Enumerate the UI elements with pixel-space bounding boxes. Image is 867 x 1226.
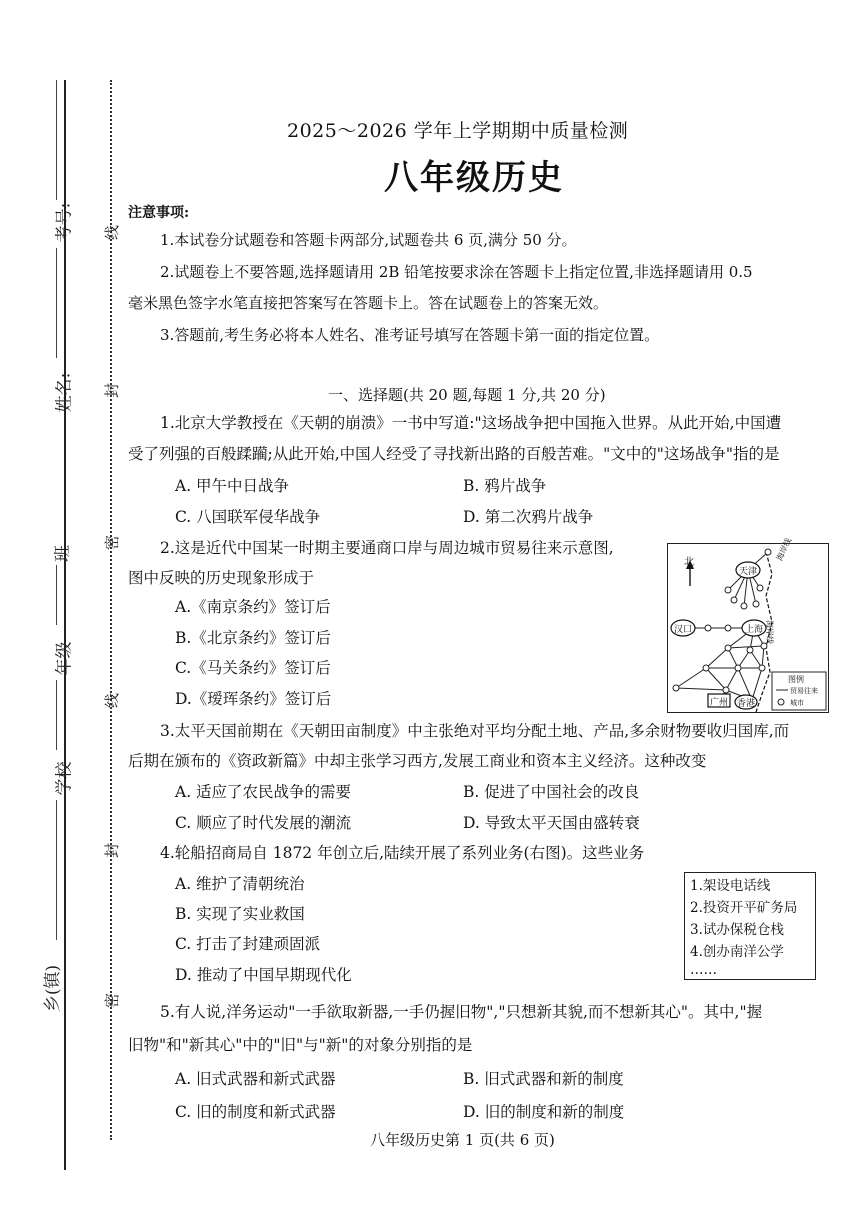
note-item-3: 3.答题前,考生务必将本人姓名、准考证号填写在答题卡第一面的指定位置。 — [160, 326, 660, 344]
cut-mark-secret-2: 密 — [103, 992, 122, 1009]
q2-stem-line-1: 2.这是近代中国某一时期主要通商口岸与周边城市贸易往来示意图, — [160, 539, 614, 557]
map-north-label: 北 — [684, 557, 694, 568]
grade-blank — [56, 680, 57, 750]
business-item-2: 2.投资开平矿务局 — [690, 900, 798, 916]
section-1-title: 一、选择题(共 20 题,每题 1 分,共 20 分) — [328, 386, 606, 404]
q5-option-b: B. 旧式武器和新的制度 — [463, 1070, 624, 1088]
cut-mark-seal-1: 封 — [103, 382, 122, 399]
class-blank — [56, 565, 57, 625]
q4-option-b: B. 实现了实业救国 — [175, 905, 305, 923]
q5-option-d: D. 旧的制度和新的制度 — [463, 1103, 625, 1121]
q1-option-b: B. 鸦片战争 — [463, 477, 547, 495]
q5-stem-line-1: 5.有人说,洋务运动"一手欲取新器,一手仍握旧物","只想新其貌,而不想新其心"。其中,"握 — [160, 1003, 763, 1021]
q4-stem-line-1: 4.轮船招商局自 1872 年创立后,陆续开展了系列业务(右图)。这些业务 — [160, 844, 645, 862]
q3-option-a: A. 适应了农民战争的需要 — [175, 783, 352, 801]
business-item-1: 1.架设电话线 — [690, 878, 771, 894]
q4-option-c: C. 打击了封建顽固派 — [175, 935, 321, 953]
school-blank — [56, 800, 57, 940]
grade-label: 年级 — [54, 641, 75, 676]
school-label: 学校 — [54, 761, 75, 796]
note-item-1: 1.本试卷分试题卷和答题卡两部分,试题卷共 6 页,满分 50 分。 — [160, 231, 577, 249]
business-list-box — [684, 872, 816, 980]
map-coastline-label-mid: 海岸线 — [765, 620, 774, 644]
map-city-hankou: 汉口 — [674, 625, 693, 635]
note-item-2-line-1: 2.试题卷上不要答题,选择题请用 2B 铅笔按要求涂在答题卡上指定位置,非选择题请用 0.5 — [160, 263, 753, 281]
map-legend-title: 图例 — [788, 675, 804, 684]
q5-option-a: A. 旧式武器和新式武器 — [175, 1070, 336, 1088]
business-item-3: 3.试办保税仓栈 — [690, 922, 784, 938]
q1-stem-line-2: 受了列强的百般蹂躏;从此开始,中国人经受了寻找新出路的百般苦难。"文中的"这场战争"指的是 — [128, 445, 780, 463]
q3-stem-line-2: 后期在颁布的《资政新篇》中却主张学习西方,发展工商业和资本主义经济。这种改变 — [128, 752, 707, 770]
cut-mark-line-1: 线 — [103, 224, 122, 241]
map-city-guangzhou: 广州 — [710, 698, 729, 708]
q3-option-b: B. 促进了中国社会的改良 — [463, 783, 640, 801]
q2-option-a: A.《南京条约》签订后 — [175, 598, 331, 616]
cut-mark-line-2: 线 — [103, 692, 122, 709]
exam-no-label: 考号: — [54, 202, 75, 243]
q2-option-c: C.《马关条约》签订后 — [175, 659, 331, 677]
q1-option-d: D. 第二次鸦片战争 — [463, 508, 594, 526]
map-city-tianjin: 天津 — [739, 567, 758, 577]
business-item-ellipsis: …… — [690, 962, 717, 978]
notes-heading: 注意事项: — [128, 205, 190, 221]
q4-option-a: A. 维护了清朝统治 — [175, 875, 305, 893]
binding-line-left — [64, 80, 66, 1170]
subject-title: 八年级历史 — [384, 158, 564, 198]
q1-stem-line-1: 1.北京大学教授在《天朝的崩溃》一书中写道:"这场战争把中国拖入世界。从此开始,中国遭 — [160, 414, 782, 432]
q3-option-d: D. 导致太平天国由盛转衰 — [463, 814, 640, 832]
exam-no-blank — [56, 80, 57, 200]
trade-map-figure — [667, 536, 829, 713]
q1-option-c: C. 八国联军侵华战争 — [175, 508, 321, 526]
q2-option-b: B.《北京条约》签订后 — [175, 629, 331, 647]
page-footer: 八年级历史第 1 页(共 6 页) — [370, 1131, 555, 1149]
q5-option-c: C. 旧的制度和新式武器 — [175, 1103, 336, 1121]
q3-stem-line-1: 3.太平天国前期在《天朝田亩制度》中主张绝对平均分配土地、产品,多余财物要收归国库,而 — [160, 722, 790, 740]
class-label: 班 — [53, 545, 73, 562]
q1-option-a: A. 甲午中日战争 — [175, 477, 290, 495]
exam-title: 2025～2026 学年上学期期中质量检测 — [287, 120, 629, 142]
map-legend-trade: 贸易往来 — [790, 687, 818, 695]
map-city-hongkong: 香港 — [737, 699, 756, 709]
cut-mark-seal-2: 封 — [103, 842, 122, 859]
business-item-4: 4.创办南洋公学 — [690, 944, 784, 960]
note-item-2-line-2: 毫米黑色签字水笔直接把答案写在答题卡上。答在试题卷上的答案无效。 — [128, 294, 609, 312]
name-blank — [56, 248, 57, 358]
q4-option-d: D. 推动了中国早期现代化 — [175, 966, 352, 984]
map-city-shanghai: 上海 — [745, 625, 764, 635]
town-label: 乡(镇) — [43, 964, 64, 1013]
cut-mark-secret-1: 密 — [103, 534, 122, 551]
map-legend-city: 城市 — [790, 699, 804, 707]
q5-stem-line-2: 旧物"和"新其心"中的"旧"与"新"的对象分别指的是 — [128, 1036, 473, 1054]
q2-option-d: D.《瑷珲条约》签订后 — [175, 690, 332, 708]
q3-option-c: C. 顺应了时代发展的潮流 — [175, 814, 352, 832]
q2-stem-line-2: 图中反映的历史现象形成于 — [128, 569, 315, 587]
map-coastline-label-top: 海岸线 — [774, 536, 794, 563]
name-label: 姓名: — [54, 372, 75, 413]
